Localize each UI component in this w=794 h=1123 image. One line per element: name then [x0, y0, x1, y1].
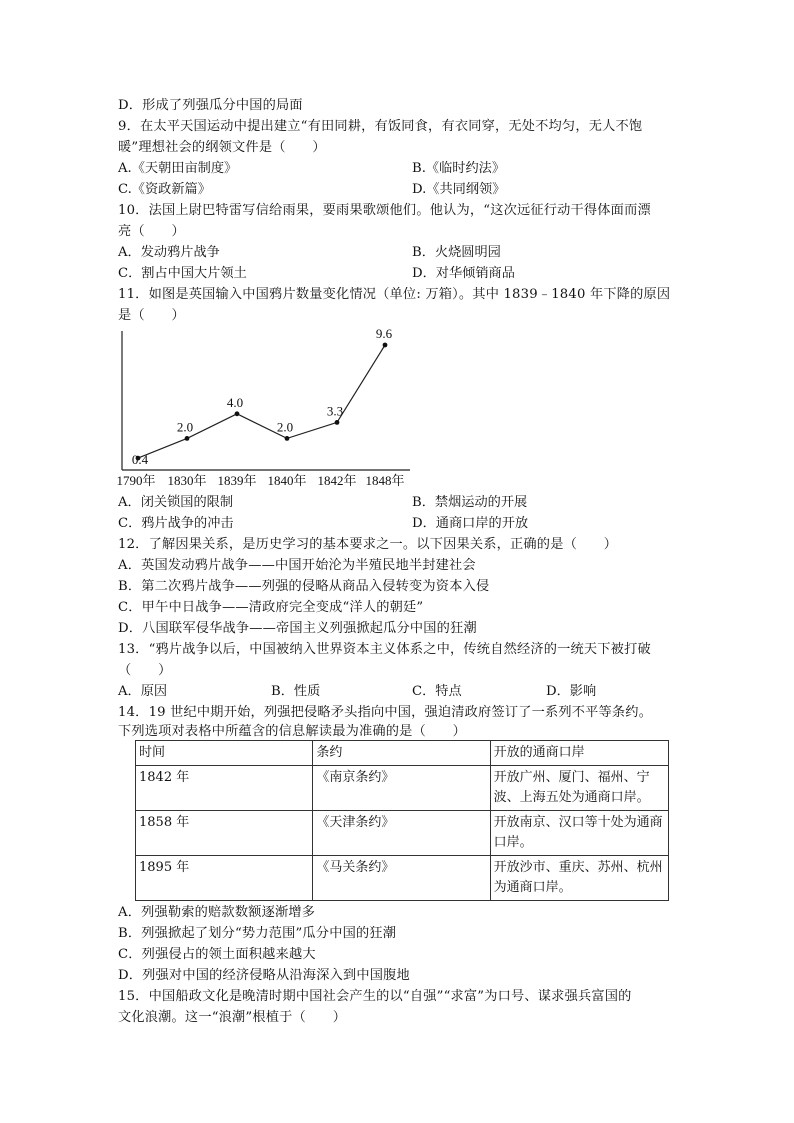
q10-stem-line1: 10．法国上尉巴特雷写信给雨果，要雨果歌颂他们。他认为，“这次远征行动干得体面而漂 — [118, 203, 651, 218]
q9-stem-line1: 9．在太平天国运动中提出建立“有田同耕，有饭同食，有衣同穿，无处不均匀，无人不饱 — [118, 119, 643, 134]
table-cell: 开放广州、厦门、福州、宁波、上海五处为通商口岸。 — [490, 766, 668, 811]
table-header-row — [136, 741, 669, 766]
q14-stem-line1: 14．19 世纪中期开始，列强把侵略矛头指向中国，强迫清政府签订了一系列不平等条约。 — [118, 705, 653, 720]
data-point — [235, 411, 240, 416]
q13-stem-line2: （ ） — [118, 663, 172, 678]
data-label: 2.0 — [276, 419, 294, 435]
q10-option-d: D．对华倾销商品 — [412, 266, 515, 281]
q11-stem-line2: 是（ ） — [118, 308, 185, 323]
q12-option-c: C．甲午中日战争——清政府完全变成“洋人的朝廷” — [118, 600, 424, 615]
q14-option-d: D．列强对中国的经济侵略从沿海深入到中国腹地 — [118, 968, 410, 983]
q13-option-b: B．性质 — [271, 684, 321, 699]
data-label: 9.6 — [375, 326, 393, 341]
data-label: 4.0 — [226, 394, 244, 410]
table-row — [136, 811, 669, 856]
x-tick-label: 1842年 — [317, 473, 357, 488]
q13-option-d: D．影响 — [546, 684, 597, 699]
q13-stem-line1: 13．“鸦片战争以后，中国被纳入世界资本主义体系之中，传统自然经济的一统天下被打破 — [118, 642, 651, 657]
data-label: 3.3 — [326, 403, 344, 419]
table-cell: 开放沙市、重庆、苏州、杭州为通商口岸。 — [490, 856, 668, 901]
data-label: 2.0 — [176, 419, 194, 435]
q8-option-d: D．形成了列强瓜分中国的局面 — [118, 98, 303, 113]
table-cell: 1858 年 — [136, 811, 313, 856]
q10-option-a: A．发动鸦片战争 — [118, 245, 220, 260]
q10-stem-line2: 亮（ ） — [118, 224, 185, 239]
q10-option-c: C．割占中国大片领土 — [118, 266, 247, 281]
data-point — [185, 436, 190, 441]
q13-option-c: C．特点 — [412, 684, 462, 699]
q14-option-a: A．列强勒索的赔款数额逐渐增多 — [118, 905, 316, 920]
q12-option-b: B．第二次鸦片战争——列强的侵略从商品入侵转变为资本入侵 — [118, 579, 490, 594]
q12-option-a: A．英国发动鸦片战争——中国开始沦为半殖民地半封建社会 — [118, 558, 476, 573]
table-cell: 《南京条约》 — [313, 766, 490, 811]
x-tick-label: 1830年 — [167, 473, 207, 488]
q12-stem: 12．了解因果关系，是历史学习的基本要求之一。以下因果关系，正确的是（ ） — [118, 537, 618, 552]
q14-stem-line2: 下列选项对表格中所蕴含的信息解读最为准确的是（ ） — [118, 724, 467, 739]
q11-stem-line1: 11．如图是英国输入中国鸦片数量变化情况（单位: 万箱）。其中 1839﹣1840 年下降的原因 — [118, 287, 671, 302]
x-tick-label: 1848年 — [365, 473, 405, 488]
q14-option-b: B．列强掀起了划分“势力范围”瓜分中国的狂潮 — [118, 926, 397, 941]
table-row — [136, 766, 669, 811]
q10-option-b: B．火烧圆明园 — [412, 245, 501, 260]
table-cell: 《天津条约》 — [313, 811, 490, 856]
q11-option-b: B．禁烟运动的开展 — [412, 495, 528, 510]
data-point — [285, 436, 290, 441]
q11-option-c: C．鸦片战争的冲击 — [118, 516, 234, 531]
table-row — [136, 856, 669, 901]
q11-option-a: A．闭关锁国的限制 — [118, 495, 234, 510]
data-point — [335, 420, 340, 425]
table-cell: 1842 年 — [136, 766, 313, 811]
q15-stem-line2: 文化浪潮。这一“浪潮”根植于（ ） — [118, 1010, 347, 1025]
q15-stem-line1: 15．中国船政文化是晚清时期中国社会产生的以“自强”“求富”为口号、谋求强兵富国的 — [118, 989, 632, 1004]
q9-option-b: B.《临时约法》 — [412, 161, 506, 176]
table-header-cell: 时间 — [136, 741, 313, 766]
q9-stem-line2: 暖”理想社会的纲领文件是（ ） — [118, 140, 326, 155]
q9-option-a: A.《天朝田亩制度》 — [118, 161, 238, 176]
table-header-cell: 条约 — [313, 741, 490, 766]
q9-option-d: D.《共同纲领》 — [412, 182, 506, 197]
data-label: 0.4 — [131, 452, 149, 468]
q12-option-d: D．八国联军侵华战争——帝国主义列强掀起瓜分中国的狂潮 — [118, 621, 477, 636]
table-cell: 1895 年 — [136, 856, 313, 901]
treaty-table — [135, 740, 669, 901]
opium-import-line-chart — [112, 325, 412, 490]
data-point — [383, 343, 388, 348]
table-header-cell: 开放的通商口岸 — [490, 741, 668, 766]
x-tick-label: 1839年 — [217, 473, 257, 488]
table-cell: 开放南京、汉口等十处为通商口岸。 — [490, 811, 668, 856]
q14-option-c: C．列强侵占的领土面积越来越大 — [118, 947, 316, 962]
x-tick-label: 1790年 — [116, 473, 156, 488]
x-tick-label: 1840年 — [267, 473, 307, 488]
q13-option-a: A．原因 — [118, 684, 168, 699]
q11-option-d: D．通商口岸的开放 — [412, 516, 529, 531]
series-line — [138, 345, 385, 458]
table-cell: 《马关条约》 — [313, 856, 490, 901]
q9-option-c: C.《资政新篇》 — [118, 182, 211, 197]
